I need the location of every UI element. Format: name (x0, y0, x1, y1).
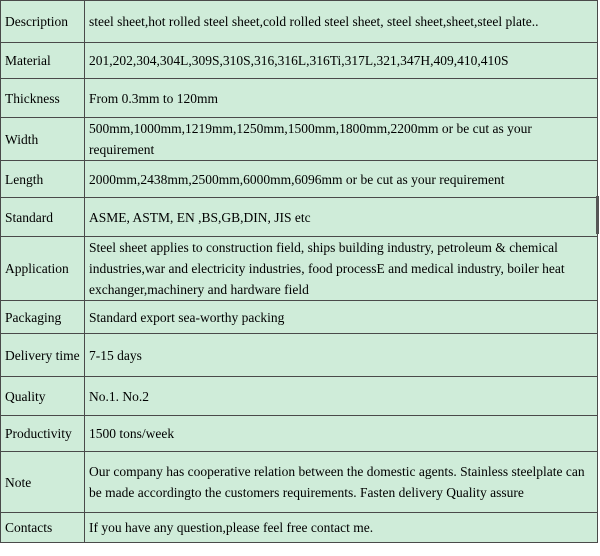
row-value-note: Our company has cooperative relation between the domestic agents. Stainless steelplate can be made accordingto the customers requirements. Fasten delivery Quality assure (85, 452, 598, 513)
row-value-productivity: 1500 tons/week (85, 416, 598, 452)
table-row-delivery-time (1, 334, 598, 377)
row-value-standard: ASME, ASTM, EN ,BS,GB,DIN, JIS etc (85, 198, 598, 237)
row-value-quality: No.1. No.2 (85, 377, 598, 416)
row-value-material: 201,202,304,304L,309S,310S,316,316L,316Ti,317L,321,347H,409,410,410S (85, 43, 598, 79)
table-row-contacts (1, 513, 598, 543)
row-value-description: steel sheet,hot rolled steel sheet,cold rolled steel sheet, steel sheet,sheet,steel plate.. (85, 1, 598, 43)
table-row-productivity (1, 416, 598, 452)
table-row-standard (1, 198, 598, 237)
row-label-contacts: Contacts (1, 513, 85, 543)
row-label-application: Application (1, 237, 85, 301)
row-label-description: Description (1, 1, 85, 43)
row-value-packaging: Standard export sea-worthy packing (85, 301, 598, 334)
row-label-packaging: Packaging (1, 301, 85, 334)
row-label-productivity: Productivity (1, 416, 85, 452)
row-label-thickness: Thickness (1, 79, 85, 118)
row-label-note: Note (1, 452, 85, 513)
table-row-thickness (1, 79, 598, 118)
table-row-length (1, 161, 598, 198)
right-edge-divider (596, 196, 599, 234)
table-row-application (1, 237, 598, 301)
table-row-packaging (1, 301, 598, 334)
row-value-delivery-time: 7-15 days (85, 334, 598, 377)
table-row-material (1, 43, 598, 79)
row-value-thickness: From 0.3mm to 120mm (85, 79, 598, 118)
table-row-description (1, 1, 598, 43)
row-value-length: 2000mm,2438mm,2500mm,6000mm,6096mm or be cut as your requirement (85, 161, 598, 198)
table-row-note (1, 452, 598, 513)
row-value-application: Steel sheet applies to construction field, ships building industry, petroleum & chemical industries,war and electricity industries, food processE and medical industry, boiler heat exchanger,machinery and hardware field (85, 237, 598, 301)
row-label-delivery-time: Delivery time (1, 334, 85, 377)
row-label-width: Width (1, 118, 85, 161)
row-label-material: Material (1, 43, 85, 79)
row-value-width: 500mm,1000mm,1219mm,1250mm,1500mm,1800mm,2200mm or be cut as your requirement (85, 118, 598, 161)
row-value-contacts: If you have any question,please feel free contact me. (85, 513, 598, 543)
row-label-standard: Standard (1, 198, 85, 237)
table-row-quality (1, 377, 598, 416)
row-label-quality: Quality (1, 377, 85, 416)
row-label-length: Length (1, 161, 85, 198)
table-row-width (1, 118, 598, 161)
